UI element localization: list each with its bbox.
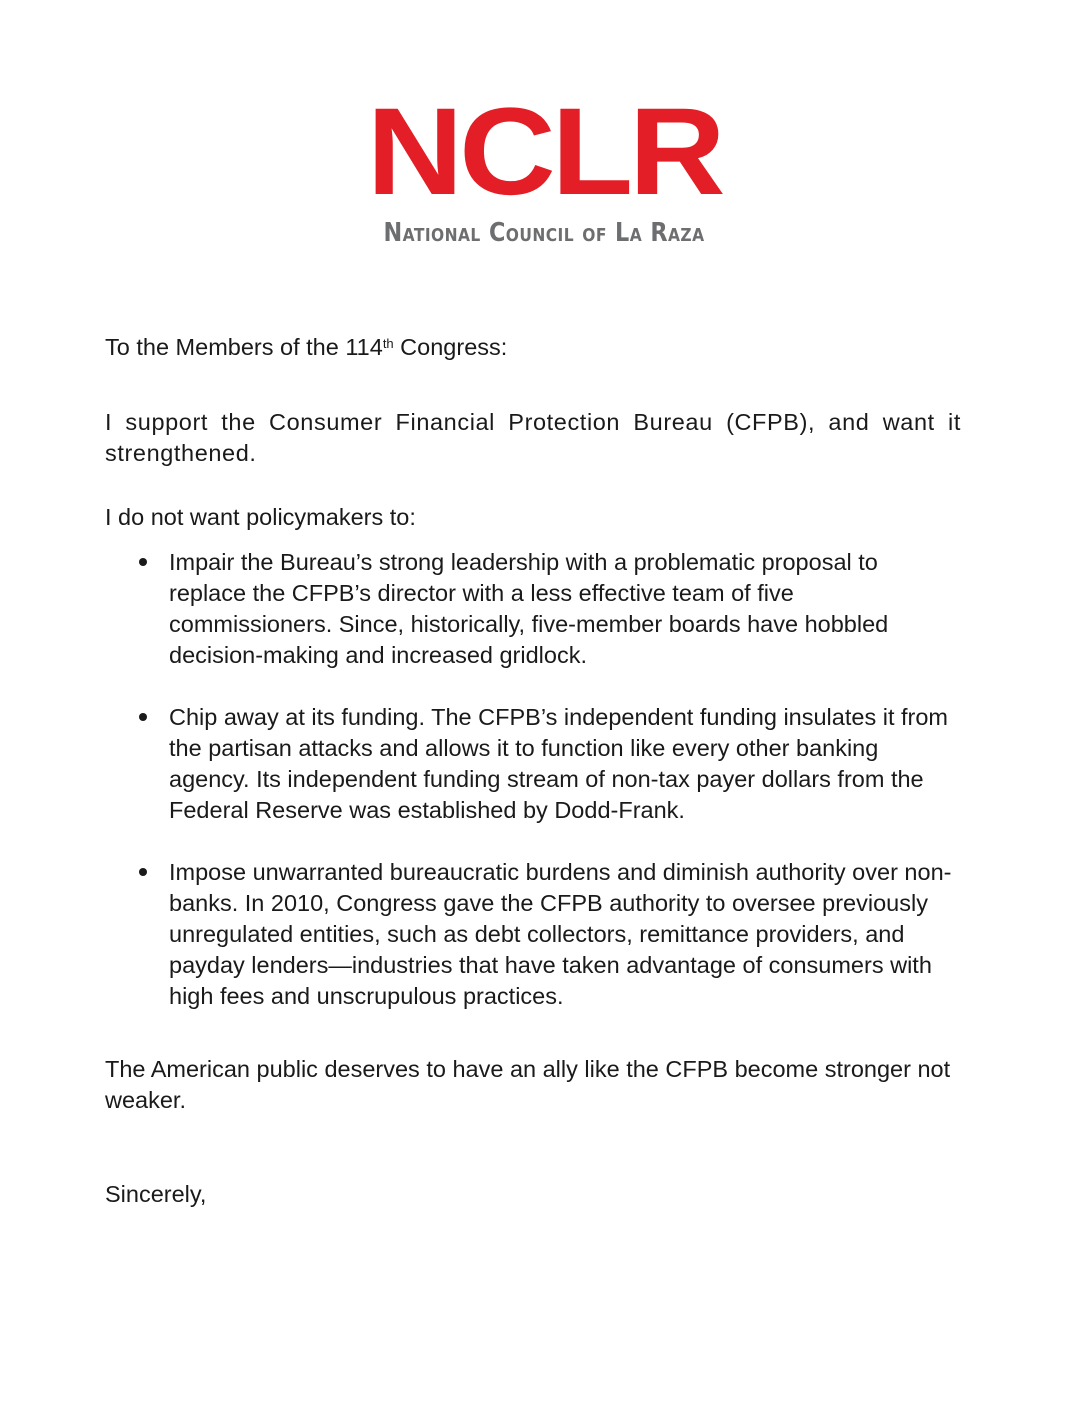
- logo-subtitle: National Council of La Raza: [383, 218, 705, 248]
- salutation: [105, 332, 961, 363]
- closing-paragraph: The American public deserves to have an ally like the CFPB become stronger not weaker.: [105, 1056, 951, 1113]
- list-item: [105, 857, 961, 1012]
- letter-body: [105, 332, 961, 1210]
- bullet-icon: [139, 558, 147, 566]
- list-item-text: Chip away at its funding. The CFPB’s independent funding insulates it from the partisan attacks and allows it to function like every other banking agency. Its independent funding stream of non-tax payer dollars from the Federal Reserve was established by Dodd-Frank.: [169, 704, 948, 823]
- logo-mark: NCLR: [366, 83, 722, 221]
- list-item: [105, 547, 961, 671]
- salutation-text-end: Congress:: [393, 334, 508, 360]
- list-item-text: Impair the Bureau’s strong leadership with a problematic proposal to replace the CFPB’s director with a less effective team of five commissioners. Since, historically, five-member boards have hobbled decision-making and increased gridlock.: [169, 549, 889, 668]
- salutation-text: To the Members of the 114: [105, 334, 383, 360]
- nclr-logo: [0, 83, 1088, 248]
- sign-off: Sincerely,: [105, 1181, 207, 1207]
- concerns-list: [105, 547, 961, 1012]
- support-paragraph: I support the Consumer Financial Protection Bureau (CFPB), and want it strengthened.: [105, 409, 961, 466]
- bullet-icon: [139, 868, 147, 876]
- list-item: [105, 702, 961, 826]
- intro-paragraph: I do not want policymakers to:: [105, 504, 416, 530]
- list-item-text: Impose unwarranted bureaucratic burdens and diminish authority over non-banks. In 2010, Congress gave the CFPB authority to oversee previously unregulated entities, such as debt collectors, remittance providers, and payday lenders—industries that have taken advantage of consumers with high fees and unscrupulous practices.: [169, 859, 952, 1009]
- salutation-ordinal: th: [382, 336, 394, 351]
- bullet-icon: [139, 713, 147, 721]
